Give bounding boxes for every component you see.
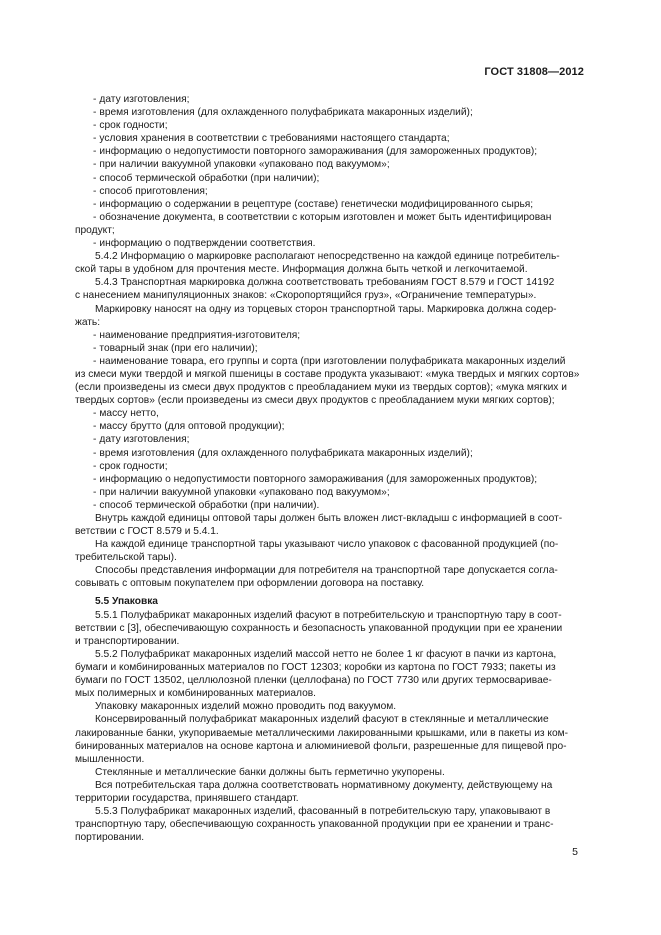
dash: - — [93, 198, 97, 210]
dash: - — [93, 107, 97, 119]
marking-paragraph — [75, 303, 583, 329]
dash: - — [93, 486, 97, 498]
vacuum-paragraph: Упаковку макаронных изделий можно проводить под вакуумом. — [95, 701, 397, 713]
dash: - — [93, 238, 97, 250]
list-item: - срок годности; — [93, 460, 168, 472]
clause-5-5-1 — [75, 609, 583, 648]
text-line: Маркировку наносят на одну из торцевых сторон транспортной тары. Маркировка должна содер- — [95, 303, 557, 315]
dash: - — [93, 473, 97, 485]
clause-5-4-2 — [75, 250, 583, 276]
text-line: 5.4.3 Транспортная маркировка должна соответствовать требованиям ГОСТ 8.579 и ГОСТ 14192 — [95, 277, 555, 289]
text-line: 5.5.1 Полуфабрикат макаронных изделий фасуют в потребительскую и транспортную тару в соот- — [95, 609, 562, 621]
page-number: 5 — [572, 846, 578, 858]
list-item: - при наличии вакуумной упаковки «упаковано под вакуумом»; — [93, 486, 390, 498]
text-line: мых полимерных и комбинированных материалов. — [75, 688, 316, 700]
text-line: На каждой единице транспортной тары указывают число упаковок с фасованной продукцией (по- — [95, 539, 559, 551]
text-line: 5.4.2 Информацию о маркировке располагают непосредственно на каждой единице потребитель- — [95, 251, 560, 263]
list-item-continuation: продукт; — [75, 224, 115, 236]
dash: - — [93, 408, 97, 420]
text-line: территории государства, принявшего стандарт. — [75, 792, 299, 804]
list-item: - дату изготовления; — [93, 434, 190, 446]
text-line: портировании. — [75, 832, 145, 844]
glass-cans-paragraph: Стеклянные и металлические банки должны быть герметично укупорены. — [95, 766, 445, 778]
list-item: - информацию о недопустимости повторного замораживания (для замороженных продуктов); — [93, 146, 538, 158]
clause-5-5-2 — [75, 648, 583, 700]
text-line: Способы представления информации для потребителя на транспортной таре допускается согла- — [95, 565, 558, 577]
list-item: - время изготовления (для охлажденного полуфабриката макаронных изделий); — [93, 107, 473, 119]
list-item: - информацию о содержании в рецептуре (составе) генетически модифицированного сырья; — [93, 198, 534, 210]
dash: - — [93, 329, 97, 341]
text-line: из смеси муки твердой и мягкой пшеницы в составе продукта указывают: «мука твердых и мягких сортов» — [75, 368, 580, 380]
canned-paragraph — [75, 713, 583, 765]
list-item: - способ приготовления; — [93, 185, 208, 197]
list-item: - обозначение документа, в соответствии с которым изготовлен и может быть идентифицирован — [93, 211, 552, 223]
dash: - — [93, 421, 97, 433]
dash: - — [93, 159, 97, 171]
list-item: - массу нетто, — [93, 408, 159, 420]
list-item: - массу брутто (для оптовой продукции); — [93, 421, 285, 433]
dash: - — [93, 211, 97, 223]
list-item: - способ термической обработки (при наличии); — [93, 172, 320, 184]
consumer-tare-paragraph — [75, 779, 583, 805]
list-item: - наименование предприятия-изготовителя; — [93, 329, 301, 341]
info-methods-paragraph — [75, 564, 583, 590]
text-line: Консервированный полуфабрикат макаронных изделий фасуют в стеклянные и металлические — [95, 714, 549, 726]
dash: - — [93, 355, 97, 367]
text-line: Внутрь каждой единицы оптовой тары должен быть вложен лист-вкладыш с информацией в соот- — [95, 513, 563, 524]
dash: - — [93, 460, 97, 472]
clause-5-5-3 — [75, 805, 583, 844]
text-line: 5.5.2 Полуфабрикат макаронных изделий массой нетто не более 1 кг фасуют в пачки из картона, — [95, 648, 557, 660]
document-header: ГОСТ 31808—2012 — [484, 66, 584, 78]
text-line: 5.5.3 Полуфабрикат макаронных изделий, фасованный в потребительскую тару, упаковывают в — [95, 806, 551, 818]
text-line: с нанесением манипуляционных знаков: «Скоропортящийся груз», «Ограничение температуры». — [75, 290, 537, 302]
list-item: - информацию о недопустимости повторного замораживания (для замороженных продуктов); — [93, 473, 538, 485]
text-line: бумаги по ГОСТ 13502, целлюлозной пленки (целлофана) по ГОСТ 7730 или других термосваривае- — [75, 675, 552, 687]
dash: - — [93, 499, 97, 511]
text-line: требительской тары). — [75, 552, 177, 564]
list-item: - срок годности; — [93, 120, 168, 132]
dash: - — [93, 146, 97, 158]
clause-5-4-3 — [75, 276, 583, 302]
list-item: - время изготовления (для охлажденного полуфабриката макаронных изделий); — [93, 447, 473, 459]
text-line: бинированных материалов на основе картона и алюминиевой фольги, разрешенные для пищевой про- — [75, 740, 567, 752]
transport-marking-list — [75, 329, 583, 512]
list-item: - способ термической обработки (при наличии). — [93, 499, 320, 511]
text-line: (если произведены из смеси двух продуктов с преобладанием муки из твердых сортов); «мука мягких и — [75, 382, 567, 394]
text-line: ветствии с ГОСТ 8.579 и 5.4.1. — [75, 526, 219, 538]
text-line: транспортную тару, обеспечивающую сохранность упакованной продукции при ее хранении и транс- — [75, 819, 554, 831]
list-item: - информацию о подтверждении соответствия. — [93, 238, 316, 250]
text-line: и транспортировании. — [75, 635, 180, 647]
dash: - — [93, 185, 97, 197]
text-line: мышленности. — [75, 753, 145, 765]
text-line: лакированные банки, укупориваемые металлическими лакированными крышками, или в пакеты из ком- — [75, 727, 569, 739]
text-line: совывать с оптовым покупателем при оформлении договора на поставку. — [75, 578, 425, 590]
section-heading: 5.5 Упаковка — [95, 595, 158, 607]
list-item: - дату изготовления; — [93, 94, 190, 105]
package-count-paragraph — [75, 538, 583, 564]
text-line: ской тары в удобном для прочтения месте. Информация должна быть четкой и легкочитаемой. — [75, 264, 528, 276]
text-line: твердых сортов» (если произведены из смеси двух продуктов с преобладанием муки мягких сортов); — [75, 395, 555, 407]
dash: - — [93, 342, 97, 354]
dash: - — [93, 133, 97, 145]
text-line: Вся потребительская тара должна соответствовать нормативному документу, действующему на — [95, 779, 553, 791]
list-item: - условия хранения в соответствии с требованиями настоящего стандарта; — [93, 133, 450, 145]
text-line: ветствии с [3], обеспечивающую сохранность и безопасность упакованной продукции при ее хранении — [75, 622, 563, 634]
text-line: бумаги и комбинированных материалов по ГОСТ 12303; коробки из картона по ГОСТ 7933; пакеты из — [75, 662, 556, 674]
list-item: - при наличии вакуумной упаковки «упаковано под вакуумом»; — [93, 159, 390, 171]
dash: - — [93, 172, 97, 184]
insert-sheet-paragraph — [75, 512, 583, 538]
dash: - — [93, 94, 97, 105]
list-item: - наименование товара, его группы и сорта (при изготовлении полуфабриката макаронных изделий — [93, 355, 566, 367]
dash: - — [93, 447, 97, 459]
dash: - — [93, 120, 97, 132]
document-body — [75, 93, 583, 844]
text-line: жать: — [75, 316, 101, 328]
dash: - — [93, 434, 97, 446]
list-item: - товарный знак (при его наличии); — [93, 342, 258, 354]
label-contents-list — [75, 93, 583, 250]
